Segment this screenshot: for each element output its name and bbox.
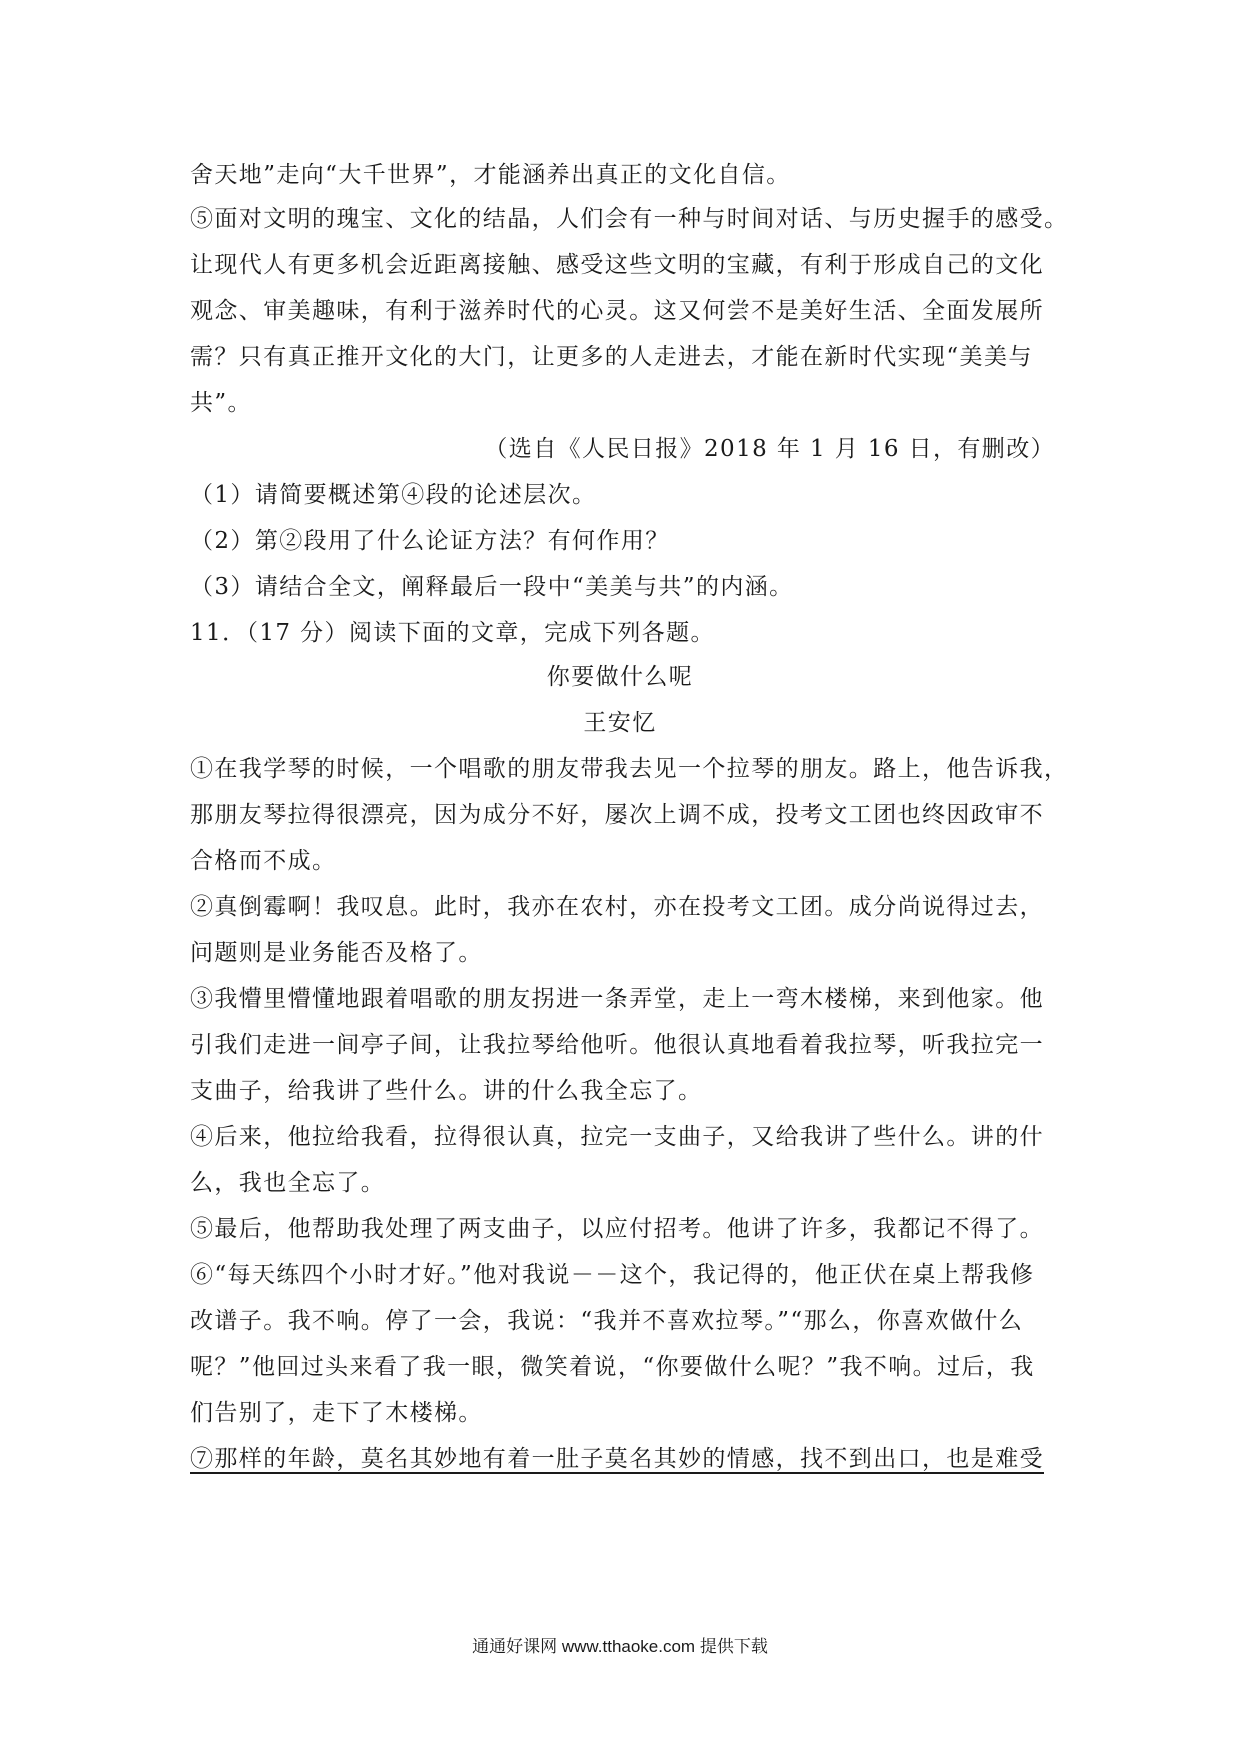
question-item: （3）请结合全文，阐释最后一段中“美美与共”的内涵。 (190, 574, 794, 600)
essay-line: 改谱子。我不响。停了一会，我说：“我并不喜欢拉琴。”“那么，你喜欢做什么 (190, 1308, 1024, 1334)
footer-text: 通通好课网 www.tthaoke.com 提供下载 (472, 1637, 768, 1656)
essay-line: 呢？”他回过头来看了我一眼，微笑着说，“你要做什么呢？”我不响。过后，我 (190, 1354, 1035, 1380)
article-line: 共”。 (190, 390, 252, 416)
source-citation: （选自《人民日报》2018 年 1 月 16 日，有删改） (484, 436, 1055, 462)
article-line: 舍天地”走向“大千世界”，才能涵养出真正的文化自信。 (190, 162, 791, 188)
essay-line: ⑤最后，他帮助我处理了两支曲子，以应付招考。他讲了许多，我都记不得了。 (190, 1216, 1044, 1242)
essay-line: ③我懵里懵懂地跟着唱歌的朋友拐进一条弄堂，走上一弯木楼梯，来到他家。他 (190, 986, 1044, 1012)
essay-line: ②真倒霉啊！我叹息。此时，我亦在农村，亦在投考文工团。成分尚说得过去， (190, 894, 1044, 920)
article-line: 需？只有真正推开文化的大门，让更多的人走进去，才能在新时代实现“美美与 (190, 344, 1033, 370)
question-item: （2）第②段用了什么论证方法？有何作用？ (190, 528, 670, 554)
essay-line: ①在我学琴的时候，一个唱歌的朋友带我去见一个拉琴的朋友。路上，他告诉我， (190, 756, 1069, 782)
article-line: ⑤面对文明的瑰宝、文化的结晶，人们会有一种与时间对话、与历史握手的感受。 (190, 206, 1069, 232)
essay-line: 合格而不成。 (190, 848, 337, 874)
essay-line: 引我们走进一间亭子间，让我拉琴给他听。他很认真地看着我拉琴，听我拉完一 (190, 1032, 1044, 1058)
article-line: 观念、审美趣味，有利于滋养时代的心灵。这又何尝不是美好生活、全面发展所 (190, 298, 1044, 324)
essay-line: ④后来，他拉给我看，拉得很认真，拉完一支曲子，又给我讲了些什么。讲的什 (190, 1124, 1044, 1150)
essay-line: 们告别了，走下了木楼梯。 (190, 1400, 483, 1426)
essay-author: 王安忆 (583, 710, 657, 736)
essay-title: 你要做什么呢 (546, 664, 694, 690)
essay-line: ⑥“每天练四个小时才好。”他对我说－－这个，我记得的，他正伏在桌上帮我修 (190, 1262, 1035, 1288)
question-heading: 11．（17 分）阅读下面的文章，完成下列各题。 (190, 620, 715, 646)
essay-line-underlined: ⑦那样的年龄，莫名其妙地有着一肚子莫名其妙的情感，找不到出口，也是难受 (190, 1446, 1044, 1472)
question-item: （1）请简要概述第④段的论述层次。 (190, 482, 597, 508)
essay-line: 支曲子，给我讲了些什么。讲的什么我全忘了。 (190, 1078, 703, 1104)
essay-line: 问题则是业务能否及格了。 (190, 940, 483, 966)
essay-line: 么，我也全忘了。 (190, 1170, 386, 1196)
article-line: 让现代人有更多机会近距离接触、感受这些文明的宝藏，有利于形成自己的文化 (190, 252, 1044, 278)
essay-line: 那朋友琴拉得很漂亮，因为成分不好，屡次上调不成，投考文工团也终因政审不 (190, 802, 1044, 828)
